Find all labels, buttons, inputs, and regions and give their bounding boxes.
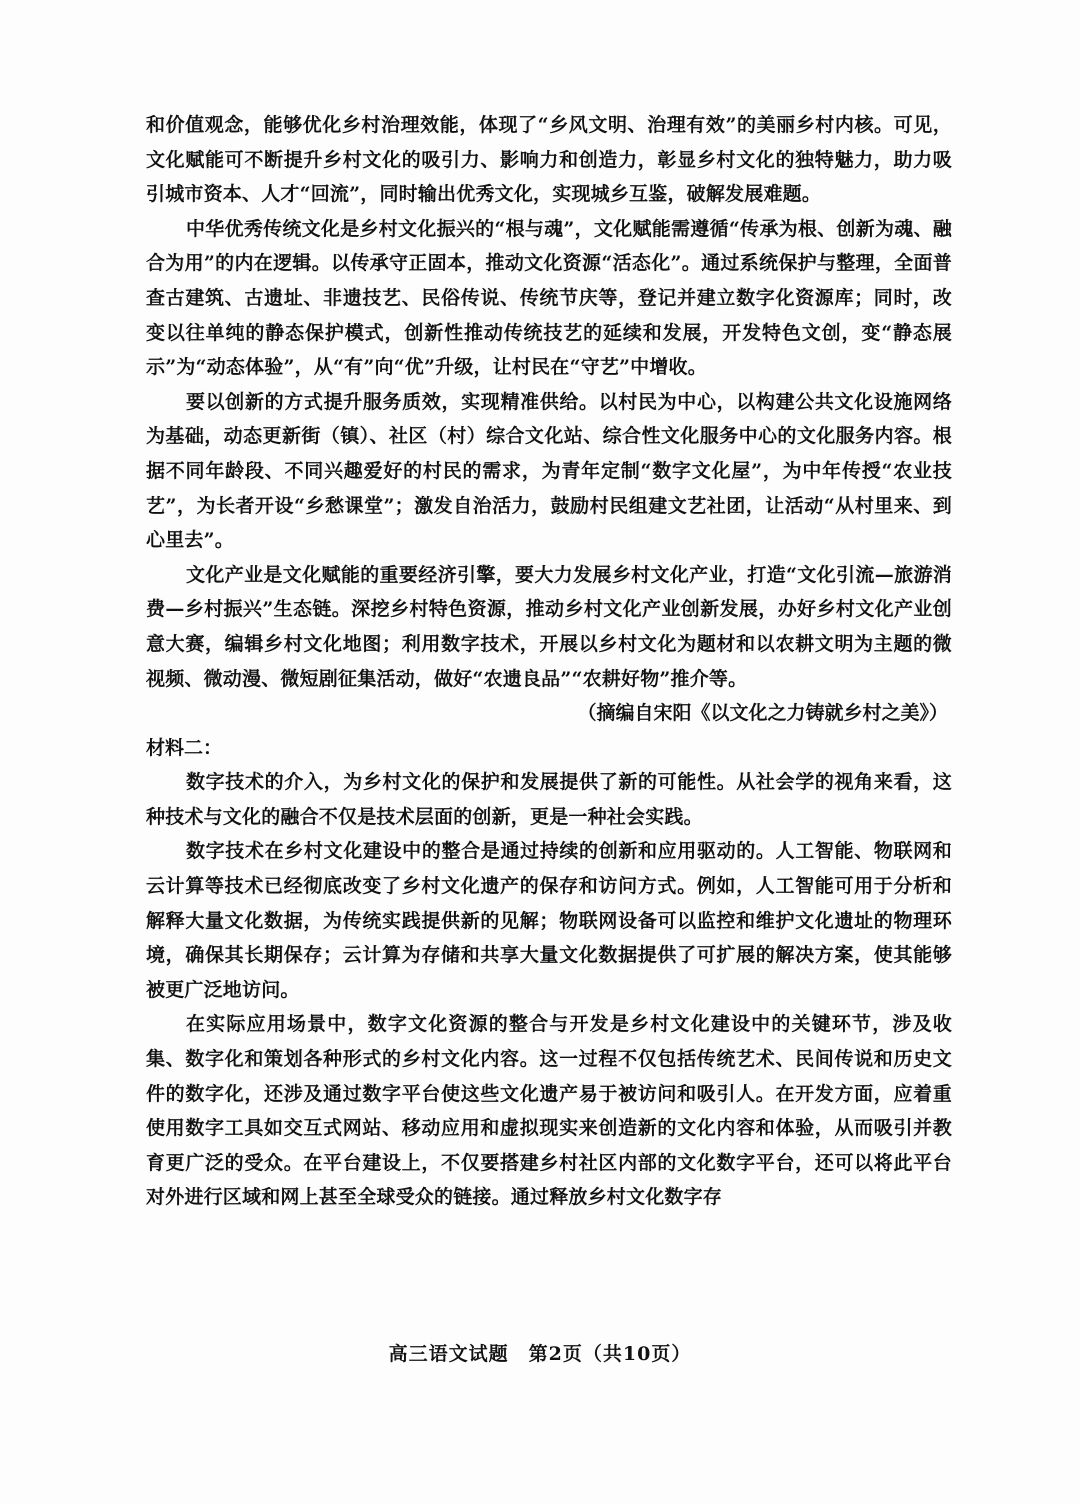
paragraph-cultural-industry: 文化产业是文化赋能的重要经济引擎，要大力发展乡村文化产业，打造“文化引流—旅游消费—乡村振兴”生态链。深挖乡村特色资源，推动乡村文化产业创新发展，办好乡村文化产业创意大赛，编辑乡村文化地图；利用数字技术，开展以乡村文化为题材和以农耕文明为主题的微视频、微动漫、微短剧征集活动，做好“农遗良品”“农耕好物”推介等。 — [146, 563, 952, 690]
page-footer: 高三语文试题 第2页（共10页） — [388, 1343, 692, 1365]
paragraph-application-scenarios: 在实际应用场景中，数字文化资源的整合与开发是乡村文化建设中的关键环节，涉及收集、数字化和策划各种形式的乡村文化内容。这一过程不仅包括传统艺术、民间传说和历史文件的数字化，还涉及通过数字平台使这些文化遗产易于被访问和吸引人。在开发方面，应着重使用数字工具如交互式网站、移动应用和虚拟现实来创造新的文化内容和体验，从而吸引并教育更广泛的受众。在平台建设上，不仅要搭建乡村社区内部的文化数字平台，还可以将此平台对外进行区域和网上甚至全球受众的链接。通过释放乡村文化数字存 — [146, 1013, 952, 1209]
paragraph-cultural-values: 和价值观念，能够优化乡村治理效能，体现了“乡风文明、治理有效”的美丽乡村内核。可见，文化赋能可不断提升乡村文化的吸引力、影响力和创造力，彰显乡村文化的独特魅力，助力吸引城市资本、人才“回流”，同时输出优秀文化，实现城乡互鉴，破解发展难题。 — [146, 114, 952, 206]
paragraph-traditional-culture: 中华优秀传统文化是乡村文化振兴的“根与魂”，文化赋能需遵循“传承为根、创新为魂、融合为用”的内在逻辑。以传承守正固本，推动文化资源“活态化”。通过系统保护与整理，全面普查古建筑、古遗址、非遗技艺、民俗传说、传统节庆等，登记并建立数字化资源库；同时，改变以往单纯的静态保护模式，创新性推动传统技艺的延续和发展，开发特色文创，变“静态展示”为“动态体验”，从“有”向“优”升级，让村民在“守艺”中增收。 — [146, 217, 952, 379]
paragraph-service-quality: 要以创新的方式提升服务质效，实现精准供给。以村民为中心，以构建公共文化设施网络为基础，动态更新街（镇）、社区（村）综合文化站、综合性文化服务中心的文化服务内容。根据不同年龄段、不同兴趣爱好的村民的需求，为青年定制“数字文化屋”，为中年传授“农业技艺”，为长者开设“乡愁课堂”；激发自治活力，鼓励村民组建文艺社团，让活动“从村里来、到心里去”。 — [146, 390, 952, 552]
paragraph-digital-intro: 数字技术的介入，为乡村文化的保护和发展提供了新的可能性。从社会学的视角来看，这种技术与文化的融合不仅是技术层面的创新，更是一种社会实践。 — [146, 771, 952, 828]
source-citation: （摘编自宋阳《以文化之力铸就乡村之美》） — [577, 702, 948, 725]
page-body — [146, 108, 952, 1215]
material-two-heading: 材料二： — [146, 736, 223, 759]
paragraph-digital-integration: 数字技术在乡村文化建设中的整合是通过持续的创新和应用驱动的。人工智能、物联网和云计算等技术已经彻底改变了乡村文化遗产的保存和访问方式。例如，人工智能可用于分析和解释大量文化数据，为传统实践提供新的见解；物联网设备可以监控和维护文化遗址的物理环境，确保其长期保存；云计算为存储和共享大量文化数据提供了可扩展的解决方案，使其能够被更广泛地访问。 — [146, 840, 952, 1001]
